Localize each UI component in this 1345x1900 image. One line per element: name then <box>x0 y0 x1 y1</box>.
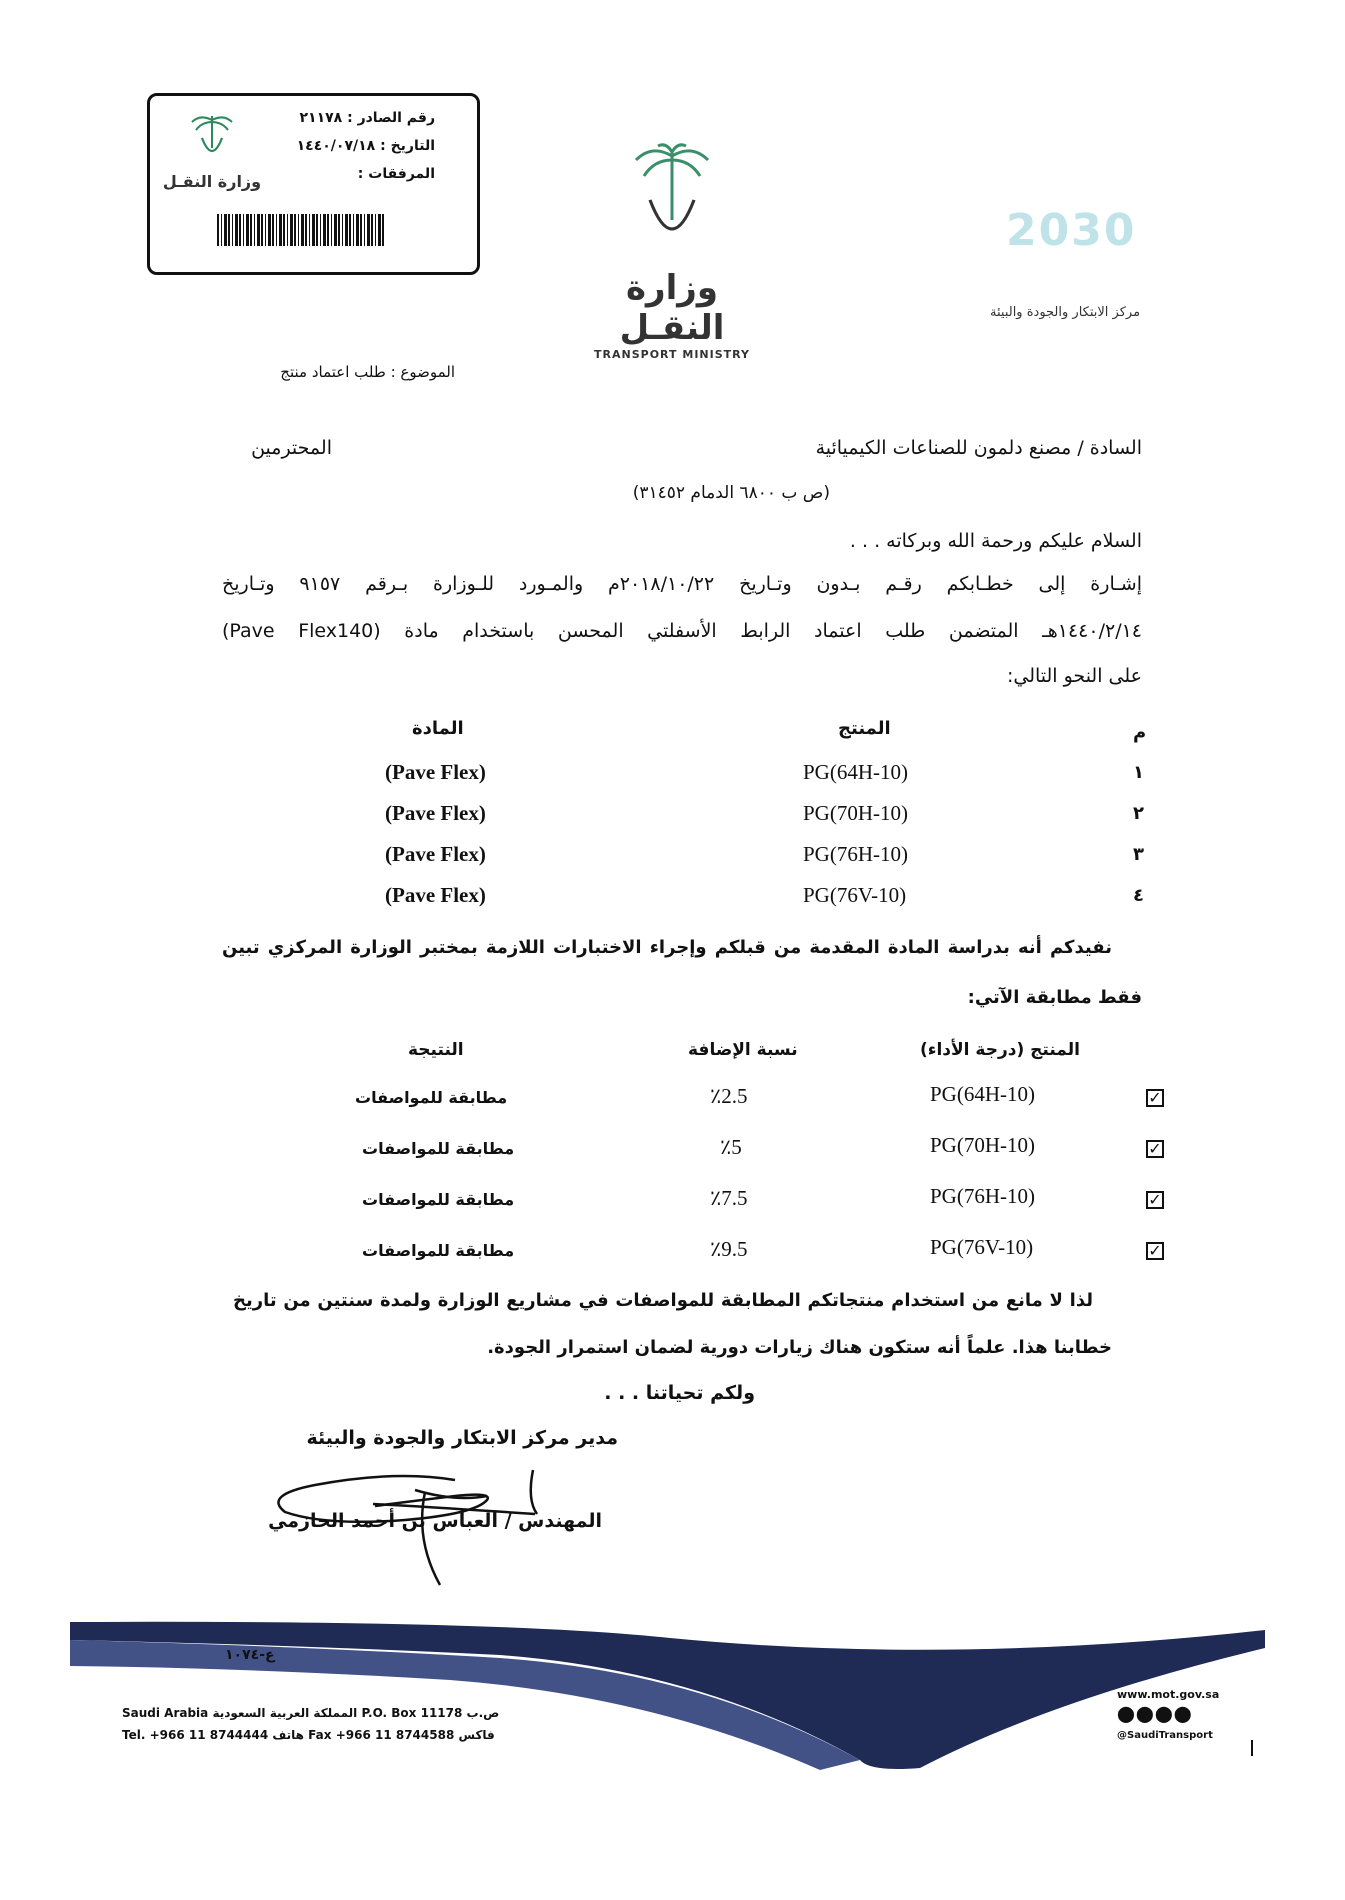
table1-header-num: م <box>1133 722 1147 743</box>
barcode <box>217 214 385 246</box>
table1-product: PG(70H-10) <box>803 801 908 825</box>
date-row <box>297 138 435 154</box>
table2-product: PG(64H-10) <box>930 1082 1035 1106</box>
ref-no-row <box>299 110 435 126</box>
table2-result: مطابقة للمواصفات <box>355 1088 508 1107</box>
form-code: ع-١٠٧٤ <box>225 1647 275 1663</box>
table2-product: PG(76H-10) <box>930 1184 1035 1208</box>
table2-result: مطابقة للمواصفات <box>362 1190 515 1209</box>
table1-num: ٣ <box>1133 844 1144 865</box>
table1-header-material: المادة <box>412 718 464 739</box>
checkbox-checked-icon: ✓ <box>1146 1191 1164 1209</box>
subject-line: الموضوع : طلب اعتماد منتج <box>280 363 455 381</box>
table1-material: (Pave Flex) <box>385 842 486 866</box>
table1-product: PG(76H-10) <box>803 842 908 866</box>
closing: ولكم تحياتنا . . . <box>604 1382 755 1404</box>
logo-english-text: TRANSPORT MINISTRY <box>594 348 750 361</box>
table1-num: ٢ <box>1133 803 1144 824</box>
table2-header-product: المنتج (درجة الأداء) <box>920 1040 1080 1060</box>
table2-ratio: ٪9.5 <box>710 1237 748 1261</box>
table2-header-result: النتيجة <box>408 1040 464 1060</box>
palm-swords-icon <box>182 108 242 168</box>
para2-line1: نفيدكم أنه بدراسة المادة المقدمة من قبلكم وإجراء الاختبارات اللازمة بمختبر الوزارة المركزي تبين <box>222 937 1112 958</box>
date-value: ١٤٤٠/٠٧/١٨ <box>296 138 376 154</box>
address-line: (ص ب ٦٨٠٠ الدمام ٣١٤٥٢) <box>632 483 830 503</box>
reference-box <box>147 93 480 275</box>
mini-ministry-logo <box>162 108 262 198</box>
checkbox-checked-icon: ✓ <box>1146 1242 1164 1260</box>
facebook-icon: ⬤ <box>1135 1704 1155 1723</box>
table2-result: مطابقة للمواصفات <box>362 1241 515 1260</box>
para2-line2: فقط مطابقة الآتي: <box>967 987 1142 1008</box>
table2-product: PG(70H-10) <box>930 1133 1035 1157</box>
para1-line3: على النحو التالي: <box>1006 665 1142 687</box>
para1-line1: إشـارة إلى خطـابكم رقـم بـدون وتـاريخ ٢٠١٨/١٠/٢٢م والمـورد للـوزارة بـرقم ٩١٥٧ وتـاريخ <box>222 573 1142 595</box>
table2-ratio: ٪7.5 <box>710 1186 748 1210</box>
mini-logo-name: وزارة النقـل <box>162 172 262 191</box>
ministry-logo <box>582 140 762 361</box>
ref-no-label: رقم الصادر : <box>347 110 435 126</box>
table1-num: ١ <box>1133 762 1144 783</box>
instagram-icon: ⬤ <box>1173 1704 1193 1723</box>
table1-material: (Pave Flex) <box>385 760 486 784</box>
footer-phone: Tel. +966 11 8744444 هاتف Fax +966 11 8744588 فاكس <box>122 1728 495 1742</box>
checkbox-checked-icon: ✓ <box>1146 1140 1164 1158</box>
table1-material: (Pave Flex) <box>385 801 486 825</box>
palm-swords-icon <box>622 140 722 260</box>
vision-2030-logo: 2030 <box>1006 205 1137 256</box>
table1-header-product: المنتج <box>838 718 891 739</box>
recipient-line: السادة / مصنع دلمون للصناعات الكيميائية <box>815 437 1142 459</box>
signer-name: المهندس / العباس بن أحمد الحازمي <box>268 1510 602 1532</box>
checkbox-checked-icon: ✓ <box>1146 1089 1164 1107</box>
twitter-icon: ⬤ <box>1117 1704 1136 1723</box>
attachments-row <box>358 166 435 182</box>
greeting: السلام عليكم ورحمة الله وبركاته . . . <box>849 530 1142 552</box>
signer-title: مدير مركز الابتكار والجودة والبيئة <box>306 1427 618 1449</box>
table1-material: (Pave Flex) <box>385 883 486 907</box>
honorific: المحترمين <box>251 437 332 459</box>
table1-product: PG(76V-10) <box>803 883 907 907</box>
table1-product: PG(64H-10) <box>803 760 908 784</box>
table2-header-ratio: نسبة الإضافة <box>688 1040 798 1060</box>
logo-arabic-text: وزارة النقـل <box>619 268 725 348</box>
para3-line1: لذا لا مانع من استخدام منتجاتكم المطابقة للمواصفات في مشاريع الوزارة ولمدة سنتين من تاريخ <box>233 1290 1093 1311</box>
date-label: التاريخ : <box>380 138 435 154</box>
table2-product: PG(76V-10) <box>930 1235 1034 1259</box>
ref-no-value: ٢١١٧٨ <box>299 110 343 126</box>
table2-ratio: ٪5 <box>720 1135 742 1159</box>
footer-address: Saudi Arabia المملكة العربية السعودية P.O. Box 11178 ص.ب <box>122 1706 500 1720</box>
attachments-label: المرفقات : <box>357 166 435 182</box>
social-icons <box>1117 1704 1193 1723</box>
table2-ratio: ٪2.5 <box>710 1084 748 1108</box>
table2-result: مطابقة للمواصفات <box>362 1139 515 1158</box>
para1-line2: ١٤٤٠/٢/١٤هـ المتضمن طلب اعتماد الرابط الأسفلتي المحسن باستخدام مادة (Pave Flex140) <box>222 620 1143 642</box>
edge-mark <box>1251 1740 1253 1756</box>
youtube-icon: ⬤ <box>1154 1704 1174 1723</box>
table1-num: ٤ <box>1133 885 1144 906</box>
para3-line2: خطابنا هذا. علماً أنه ستكون هناك زيارات دورية لضمان استمرار الجودة. <box>487 1337 1112 1358</box>
center-label: مركز الابتكار والجودة والبيئة <box>990 305 1141 320</box>
footer-social-handle: @SaudiTransport <box>1117 1730 1213 1741</box>
footer-website: www.mot.gov.sa <box>1117 1688 1220 1701</box>
